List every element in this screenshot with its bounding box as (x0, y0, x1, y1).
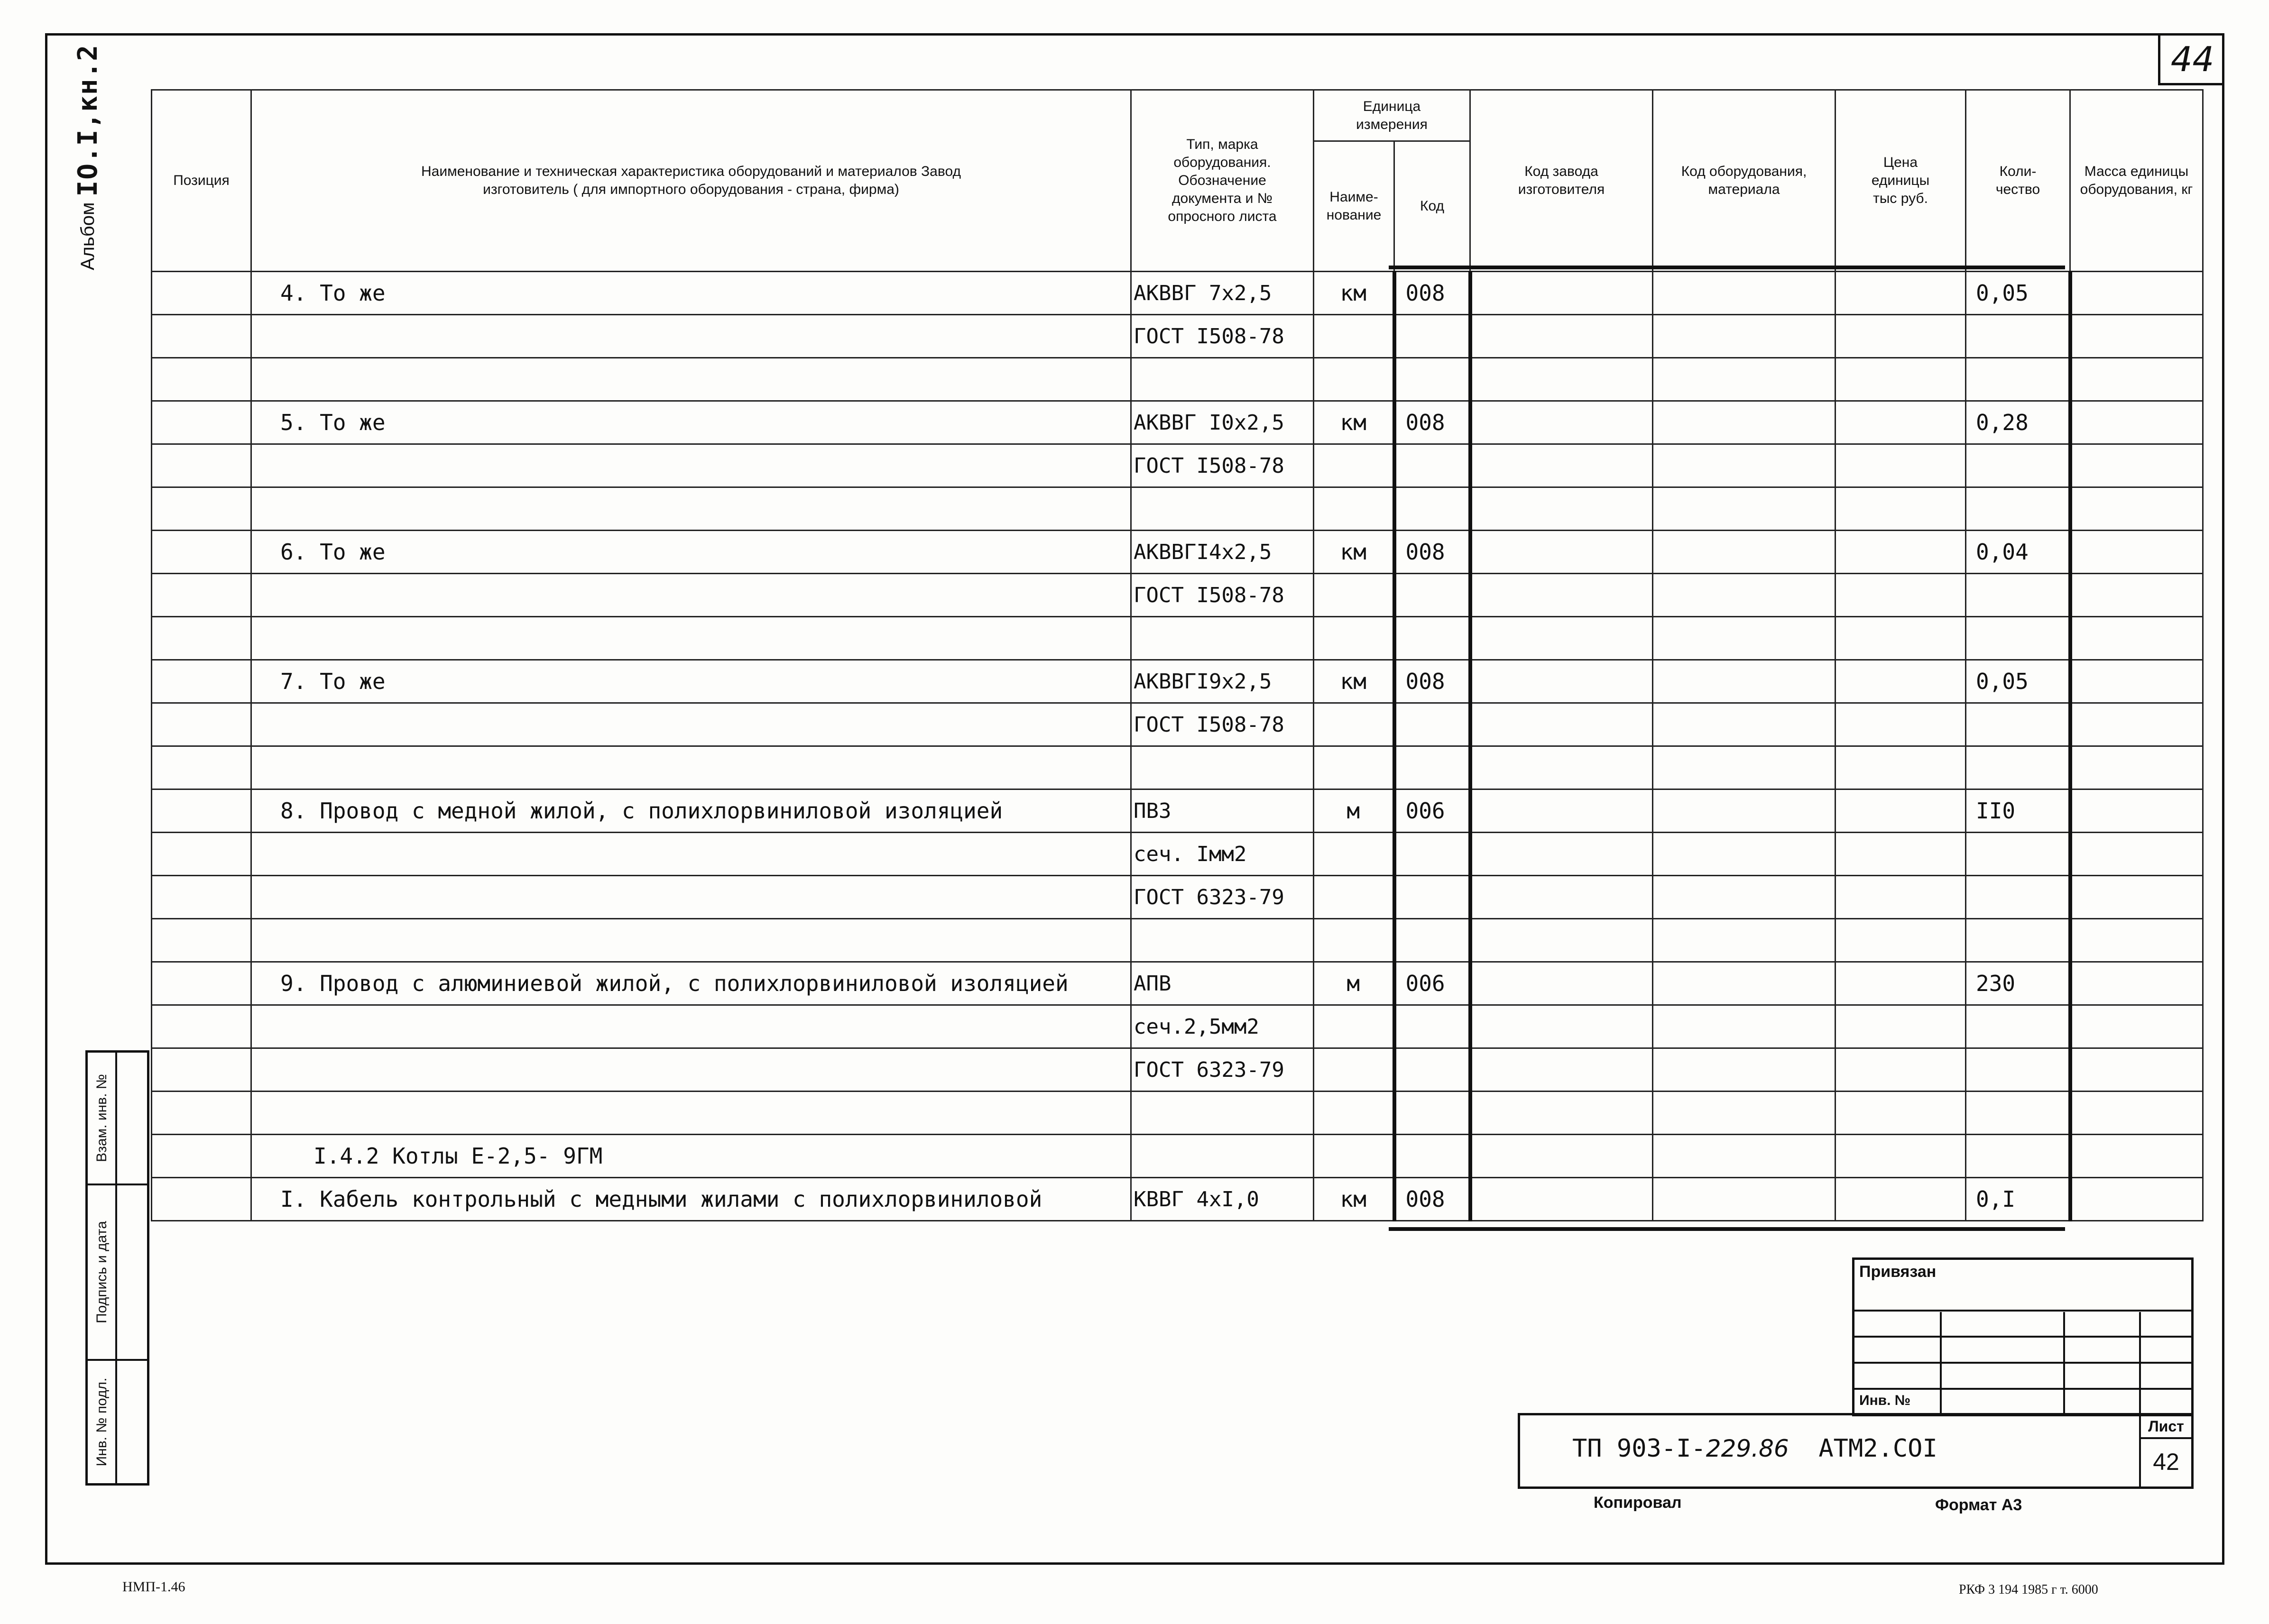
col-header-position: Позиция (152, 90, 251, 272)
cell-price (1835, 789, 1966, 833)
col-header-name: Наименование и техническая характеристика оборудований и материалов Завод изготовитель ( для импортного оборудования - страна, фирма) (251, 90, 1131, 272)
cell-unit-name (1314, 1048, 1394, 1092)
cell-equipment-code (1653, 833, 1835, 876)
table-row (152, 487, 2203, 531)
table-row (152, 876, 2203, 919)
cell-plant-code (1470, 1092, 1653, 1135)
cell-plant-code (1470, 272, 1653, 315)
stamp-signature-date (88, 1185, 149, 1361)
cell-price (1835, 703, 1966, 746)
cell-unit-code (1394, 1048, 1470, 1092)
cell-name: 4. То же (251, 272, 1131, 315)
cell-quantity (1966, 617, 2070, 660)
cell-name (251, 703, 1131, 746)
cell-name: 7. То же (251, 660, 1131, 703)
cell-type (1131, 617, 1314, 660)
cell-quantity: 0,05 (1966, 272, 2070, 315)
album-value: IO.I,кн.2 (72, 44, 103, 197)
cell-type (1131, 358, 1314, 401)
cell-plant-code (1470, 703, 1653, 746)
cell-position (152, 531, 251, 574)
cell-type: АКВВГ 7х2,5 (1131, 272, 1314, 315)
cell-unit-code: 008 (1394, 401, 1470, 444)
cell-plant-code (1470, 1135, 1653, 1178)
cell-quantity (1966, 746, 2070, 789)
cell-position (152, 617, 251, 660)
cell-unit-name: м (1314, 962, 1394, 1005)
cell-quantity (1966, 1048, 2070, 1092)
cell-unit-name (1314, 746, 1394, 789)
cell-name (251, 487, 1131, 531)
cell-type: ГОСТ 6323-79 (1131, 876, 1314, 919)
col-header-price: Цена единицы тыс руб. (1835, 90, 1966, 272)
binding-title: Привязан (1859, 1263, 1937, 1281)
table-row (152, 703, 2203, 746)
cell-mass (2070, 1135, 2203, 1178)
stamp-vzam-inv-label: Взам. инв. № (94, 1074, 110, 1162)
specification-table (151, 89, 2204, 1221)
cell-unit-code (1394, 919, 1470, 962)
cell-name (251, 1092, 1131, 1135)
cell-quantity: 0,04 (1966, 531, 2070, 574)
cell-equipment-code (1653, 444, 1835, 487)
cell-unit-code (1394, 746, 1470, 789)
cell-plant-code (1470, 1178, 1653, 1221)
col-header-equipment-code: Код оборудования, материала (1653, 90, 1835, 272)
cell-name (251, 1048, 1131, 1092)
cell-position (152, 703, 251, 746)
table-row (152, 272, 2203, 315)
cell-unit-name (1314, 574, 1394, 617)
cell-quantity (1966, 574, 2070, 617)
binding-box (1852, 1257, 2194, 1416)
cell-mass (2070, 746, 2203, 789)
cell-unit-code (1394, 444, 1470, 487)
cell-unit-code (1394, 617, 1470, 660)
cell-price (1835, 531, 1966, 574)
cell-plant-code (1470, 617, 1653, 660)
cell-mass (2070, 617, 2203, 660)
table-row (152, 444, 2203, 487)
cell-position (152, 919, 251, 962)
cell-price (1835, 401, 1966, 444)
cell-type: АКВВГ I0х2,5 (1131, 401, 1314, 444)
cell-type: ГОСТ I508-78 (1131, 703, 1314, 746)
bold-border-top (1389, 266, 2065, 269)
cell-price (1835, 444, 1966, 487)
cell-quantity: II0 (1966, 789, 2070, 833)
cell-position (152, 746, 251, 789)
cell-type (1131, 1092, 1314, 1135)
cell-name (251, 1005, 1131, 1048)
cell-name: 8. Провод с медной жилой, с полихлорвиниловой изоляцией (251, 789, 1131, 833)
cell-name (251, 746, 1131, 789)
cell-position (152, 358, 251, 401)
cell-unit-code: 006 (1394, 789, 1470, 833)
cell-plant-code (1470, 876, 1653, 919)
cell-name (251, 358, 1131, 401)
cell-position (152, 962, 251, 1005)
stamp-inv-podl (88, 1361, 149, 1483)
cell-unit-name (1314, 1092, 1394, 1135)
cell-type: ГОСТ I508-78 (1131, 444, 1314, 487)
cell-price (1835, 1178, 1966, 1221)
table-row (152, 315, 2203, 358)
stamp-signature-date-label: Подпись и дата (94, 1221, 110, 1323)
cell-name: I.4.2 Котлы Е-2,5- 9ГМ (251, 1135, 1131, 1178)
table-row (152, 1048, 2203, 1092)
cell-equipment-code (1653, 358, 1835, 401)
cell-equipment-code (1653, 1048, 1835, 1092)
table-row (152, 531, 2203, 574)
cell-name: 5. То же (251, 401, 1131, 444)
cell-price (1835, 746, 1966, 789)
cell-mass (2070, 444, 2203, 487)
cell-mass (2070, 1005, 2203, 1048)
sheet-label: Лист (2139, 1415, 2191, 1439)
cell-quantity (1966, 444, 2070, 487)
cell-equipment-code (1653, 789, 1835, 833)
cell-position (152, 315, 251, 358)
cell-equipment-code (1653, 660, 1835, 703)
cell-equipment-code (1653, 1135, 1835, 1178)
table-row (152, 919, 2203, 962)
cell-unit-name (1314, 703, 1394, 746)
cell-type: АПВ (1131, 962, 1314, 1005)
cell-equipment-code (1653, 574, 1835, 617)
cell-price (1835, 617, 1966, 660)
cell-type: АКВВГI4х2,5 (1131, 531, 1314, 574)
cell-quantity: 0,I (1966, 1178, 2070, 1221)
cell-mass (2070, 1178, 2203, 1221)
table-row (152, 617, 2203, 660)
cell-plant-code (1470, 833, 1653, 876)
cell-equipment-code (1653, 962, 1835, 1005)
sheet-number: 42 (2139, 1437, 2191, 1486)
cell-quantity (1966, 833, 2070, 876)
cell-plant-code (1470, 444, 1653, 487)
cell-name: 6. То же (251, 531, 1131, 574)
cell-name (251, 617, 1131, 660)
cell-unit-name: км (1314, 660, 1394, 703)
cell-position (152, 876, 251, 919)
cell-position (152, 1005, 251, 1048)
cell-unit-code (1394, 574, 1470, 617)
cell-equipment-code (1653, 617, 1835, 660)
cell-type: АКВВГI9х2,5 (1131, 660, 1314, 703)
handwritten-page-number: 44 (2158, 33, 2224, 85)
cell-unit-code (1394, 1005, 1470, 1048)
cell-mass (2070, 1048, 2203, 1092)
cell-plant-code (1470, 1005, 1653, 1048)
cell-unit-code (1394, 1092, 1470, 1135)
document-code (1572, 1434, 1937, 1463)
cell-mass (2070, 272, 2203, 315)
cell-name (251, 876, 1131, 919)
cell-unit-name (1314, 919, 1394, 962)
cell-quantity (1966, 1135, 2070, 1178)
cell-mass (2070, 487, 2203, 531)
col-header-mass: Масса единицы оборудования, кг (2070, 90, 2203, 272)
cell-unit-name (1314, 315, 1394, 358)
cell-unit-name: км (1314, 401, 1394, 444)
cell-type: ГОСТ I508-78 (1131, 574, 1314, 617)
cell-mass (2070, 315, 2203, 358)
cell-name (251, 919, 1131, 962)
cell-quantity (1966, 1092, 2070, 1135)
cell-equipment-code (1653, 487, 1835, 531)
cell-unit-code: 008 (1394, 660, 1470, 703)
cell-unit-name (1314, 1135, 1394, 1178)
table-row (152, 574, 2203, 617)
cell-unit-code: 006 (1394, 962, 1470, 1005)
cell-position (152, 1048, 251, 1092)
cell-equipment-code (1653, 315, 1835, 358)
cell-price (1835, 358, 1966, 401)
binding-inv-label: Инв. № (1859, 1393, 1911, 1408)
cell-position (152, 833, 251, 876)
cell-mass (2070, 574, 2203, 617)
album-label (57, 44, 119, 270)
cell-plant-code (1470, 1048, 1653, 1092)
cell-quantity (1966, 358, 2070, 401)
table-row (152, 746, 2203, 789)
cell-unit-code (1394, 315, 1470, 358)
cell-position (152, 789, 251, 833)
cell-mass (2070, 919, 2203, 962)
bold-border-bottom (1389, 1227, 2065, 1231)
form-code: НМП-1.46 (122, 1579, 185, 1595)
cell-equipment-code (1653, 272, 1835, 315)
cell-unit-code (1394, 833, 1470, 876)
cell-type (1131, 919, 1314, 962)
col-header-unit-group: Единица измерения (1314, 90, 1470, 141)
cell-type (1131, 1135, 1314, 1178)
cell-unit-code: 008 (1394, 272, 1470, 315)
cell-mass (2070, 962, 2203, 1005)
cell-position (152, 444, 251, 487)
cell-position (152, 660, 251, 703)
cell-unit-name (1314, 487, 1394, 531)
cell-unit-name: м (1314, 789, 1394, 833)
cell-plant-code (1470, 962, 1653, 1005)
cell-plant-code (1470, 660, 1653, 703)
cell-price (1835, 660, 1966, 703)
cell-quantity (1966, 1005, 2070, 1048)
col-header-plant-code: Код завода изготовителя (1470, 90, 1653, 272)
cell-type: ПВЗ (1131, 789, 1314, 833)
cell-name: 9. Провод с алюминиевой жилой, с полихлорвиниловой изоляцией (251, 962, 1131, 1005)
cell-name: I. Кабель контрольный с медными жилами с полихлорвиниловой (251, 1178, 1131, 1221)
col-header-quantity: Коли-чество (1966, 90, 2070, 272)
cell-mass (2070, 531, 2203, 574)
cell-unit-code (1394, 1135, 1470, 1178)
cell-unit-name: км (1314, 1178, 1394, 1221)
cell-name (251, 444, 1131, 487)
cell-plant-code (1470, 401, 1653, 444)
table-row (152, 401, 2203, 444)
col-header-unit-name: Наиме-нование (1314, 141, 1394, 272)
cell-unit-code (1394, 487, 1470, 531)
album-prefix: Альбом (77, 202, 98, 270)
cell-unit-code: 008 (1394, 1178, 1470, 1221)
side-stamp (85, 1050, 149, 1486)
cell-quantity: 0,28 (1966, 401, 2070, 444)
cell-equipment-code (1653, 919, 1835, 962)
stamp-inv-podl-label: Инв. № подл. (94, 1377, 110, 1467)
cell-price (1835, 919, 1966, 962)
cell-quantity (1966, 876, 2070, 919)
cell-equipment-code (1653, 876, 1835, 919)
title-block (1518, 1413, 2194, 1489)
cell-type (1131, 746, 1314, 789)
cell-name (251, 833, 1131, 876)
copied-label: Копировал (1594, 1494, 1682, 1512)
cell-mass (2070, 703, 2203, 746)
cell-plant-code (1470, 487, 1653, 531)
cell-mass (2070, 1092, 2203, 1135)
table-row (152, 1092, 2203, 1135)
cell-quantity (1966, 487, 2070, 531)
cell-unit-name (1314, 876, 1394, 919)
cell-type: сеч.2,5мм2 (1131, 1005, 1314, 1048)
cell-plant-code (1470, 315, 1653, 358)
cell-unit-code (1394, 703, 1470, 746)
cell-plant-code (1470, 789, 1653, 833)
cell-equipment-code (1653, 746, 1835, 789)
cell-equipment-code (1653, 401, 1835, 444)
doc-suffix: АТМ2.COI (1818, 1434, 1937, 1463)
cell-equipment-code (1653, 531, 1835, 574)
cell-price (1835, 833, 1966, 876)
cell-type (1131, 487, 1314, 531)
cell-equipment-code (1653, 703, 1835, 746)
cell-position (152, 487, 251, 531)
cell-price (1835, 1135, 1966, 1178)
cell-quantity (1966, 315, 2070, 358)
cell-position (152, 401, 251, 444)
format-label: Формат А3 (1935, 1496, 2022, 1514)
table-row (152, 833, 2203, 876)
cell-mass (2070, 833, 2203, 876)
doc-prefix: ТП 903-I- (1572, 1434, 1706, 1463)
cell-unit-code (1394, 876, 1470, 919)
table-row (152, 789, 2203, 833)
cell-price (1835, 876, 1966, 919)
cell-position (152, 1178, 251, 1221)
cell-price (1835, 1005, 1966, 1048)
cell-quantity (1966, 919, 2070, 962)
table-row (152, 358, 2203, 401)
cell-quantity (1966, 703, 2070, 746)
cell-equipment-code (1653, 1092, 1835, 1135)
stamp-vzam-inv (88, 1053, 149, 1185)
col-header-unit-code: Код (1394, 141, 1470, 272)
cell-mass (2070, 789, 2203, 833)
cell-quantity: 0,05 (1966, 660, 2070, 703)
cell-price (1835, 272, 1966, 315)
cell-unit-name (1314, 833, 1394, 876)
cell-price (1835, 487, 1966, 531)
cell-plant-code (1470, 358, 1653, 401)
cell-plant-code (1470, 574, 1653, 617)
cell-position (152, 574, 251, 617)
cell-price (1835, 315, 1966, 358)
cell-unit-name (1314, 1005, 1394, 1048)
cell-mass (2070, 876, 2203, 919)
cell-plant-code (1470, 919, 1653, 962)
cell-price (1835, 962, 1966, 1005)
cell-unit-code (1394, 358, 1470, 401)
cell-mass (2070, 660, 2203, 703)
cell-type: сеч. Iмм2 (1131, 833, 1314, 876)
cell-plant-code (1470, 531, 1653, 574)
cell-unit-name: км (1314, 272, 1394, 315)
cell-unit-name (1314, 358, 1394, 401)
table-row (152, 660, 2203, 703)
cell-equipment-code (1653, 1005, 1835, 1048)
cell-type: ГОСТ 6323-79 (1131, 1048, 1314, 1092)
cell-unit-name: км (1314, 531, 1394, 574)
cell-position (152, 1135, 251, 1178)
cell-position (152, 1092, 251, 1135)
cell-unit-name (1314, 617, 1394, 660)
cell-type: ГОСТ I508-78 (1131, 315, 1314, 358)
cell-price (1835, 574, 1966, 617)
cell-mass (2070, 401, 2203, 444)
doc-number-handwritten: 229.86 (1706, 1435, 1789, 1462)
cell-plant-code (1470, 746, 1653, 789)
cell-equipment-code (1653, 1178, 1835, 1221)
col-header-type: Тип, марка оборудования. Обозначение документа и № опросного листа (1131, 90, 1314, 272)
cell-quantity: 230 (1966, 962, 2070, 1005)
table-row (152, 962, 2203, 1005)
print-info: РКФ 3 194 1985 г т. 6000 (1959, 1582, 2098, 1597)
cell-name (251, 315, 1131, 358)
table-row (152, 1178, 2203, 1221)
cell-position (152, 272, 251, 315)
cell-price (1835, 1092, 1966, 1135)
table-row (152, 1005, 2203, 1048)
table-row (152, 1135, 2203, 1178)
cell-name (251, 574, 1131, 617)
cell-unit-code: 008 (1394, 531, 1470, 574)
cell-type: КВВГ 4хI,0 (1131, 1178, 1314, 1221)
cell-price (1835, 1048, 1966, 1092)
cell-unit-name (1314, 444, 1394, 487)
cell-mass (2070, 358, 2203, 401)
